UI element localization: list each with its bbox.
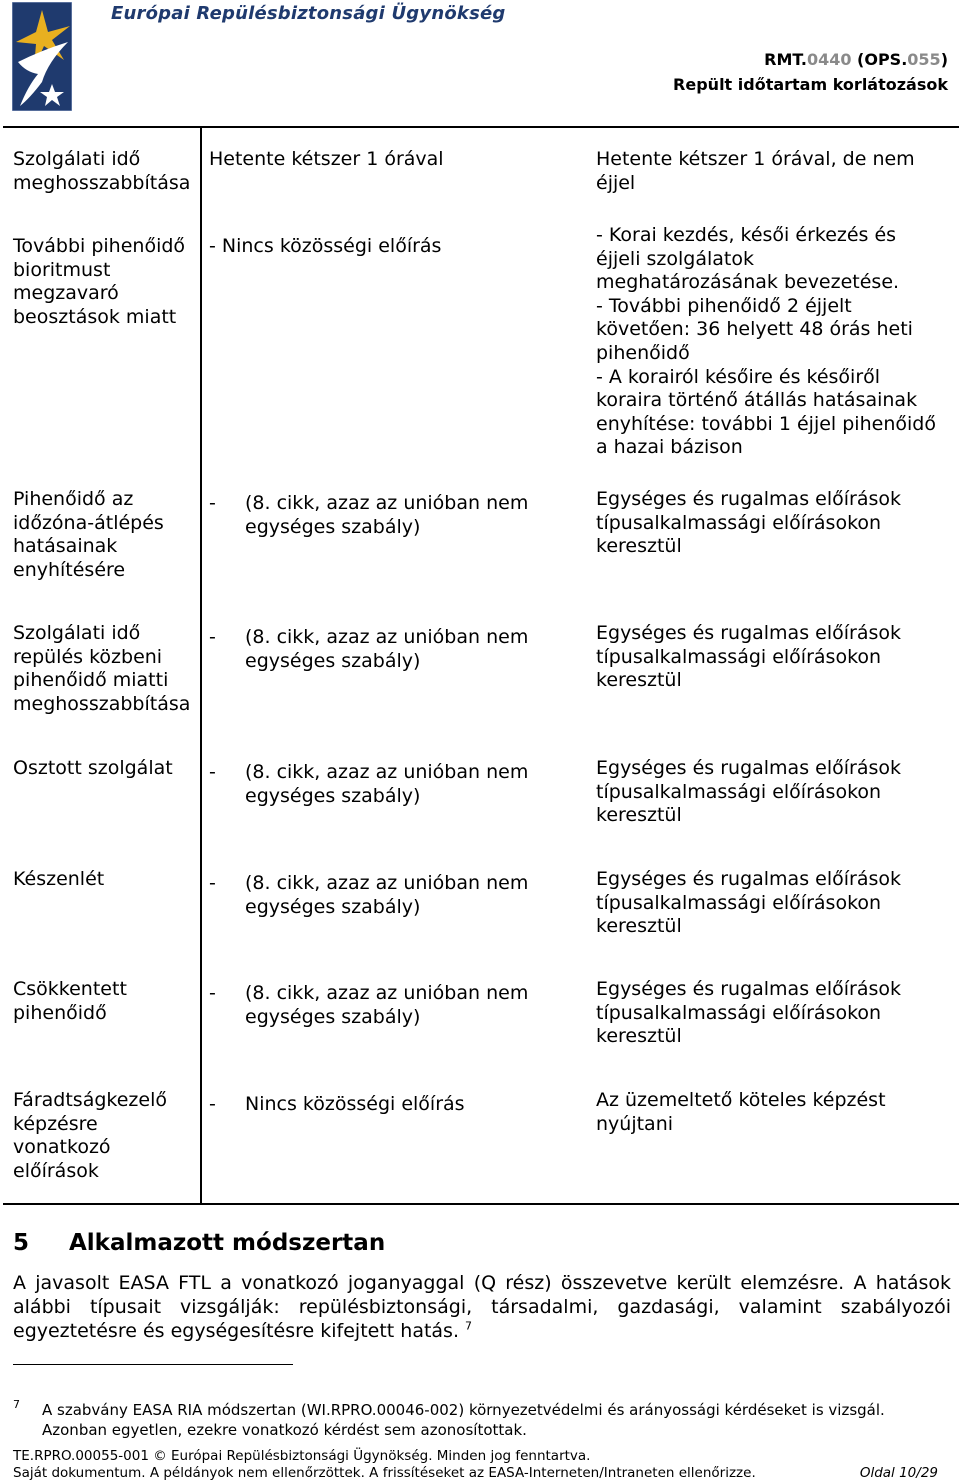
document-subtitle: Repült időtartam korlátozások (673, 75, 948, 94)
agency-name: Európai Repülésbiztonsági Ügynökség (111, 3, 506, 24)
easa-logo (12, 2, 72, 111)
page-number: Oldal 10/29 (859, 1465, 938, 1481)
footnote-mark: 7 (13, 1398, 20, 1411)
row-current-rule: - (8. cikk, azaz az unióban nem egységes szabály) (209, 626, 529, 672)
table-top-border (3, 126, 959, 128)
row-proposed-rule: Egységes és rugalmas előírások típusalkalmassági előírásokon keresztül (596, 622, 901, 692)
section-number: 5 (13, 1230, 30, 1256)
row-label: Osztott szolgálat (13, 757, 173, 779)
footnote-divider (13, 1364, 293, 1365)
section-body: A javasolt EASA FTL a vonatkozó joganyaggal (Q rész) összevetve került elemzésre. A hatások alábbi típusait vizsgálják: repülésbiztonsági, társadalmi, gazdasági, valamint szabályozói egyeztetésre és egységesítésre kifejtett hatás. $^7$ (13, 1272, 951, 1342)
row-current-rule: - (8. cikk, azaz az unióban nem egységes szabály) (209, 982, 529, 1028)
row-current-rule: Hetente kétszer 1 órával (209, 148, 444, 170)
table-bottom-border (3, 1203, 959, 1205)
footer-disclaimer: Saját dokumentum. A példányok nem ellenőrzöttek. A frissítéseket az EASA-Interneten/Intraneten ellenőrizze. (13, 1465, 756, 1481)
row-current-rule: - Nincs közösségi előírás (209, 1093, 465, 1115)
footnote-reference[interactable]: 7 (465, 1319, 473, 1333)
row-proposed-rule: - Korai kezdés, késői érkezés és éjjeli szolgálatok meghatározásának bevezetése. - További pihenőidő 2 éjjelt követően: 36 helyett 48 órás heti pihenőidő - A korairól későire és későiről koraira történő átállás hatásainak enyhítése: további 1 éjjel pihenőidő a hazai bázison (596, 224, 936, 459)
row-label: Szolgálati idő meghosszabbítása (13, 148, 191, 194)
row-proposed-rule: Egységes és rugalmas előírások típusalkalmassági előírásokon keresztül (596, 978, 901, 1048)
row-label: Pihenőidő az időzóna-átlépés hatásainak enyhítésére (13, 488, 164, 581)
row-label: Fáradtságkezelő képzésre vonatkozó előírások (13, 1089, 167, 1182)
section-title: Alkalmazott módszertan (69, 1230, 386, 1256)
row-proposed-rule: Hetente kétszer 1 órával, de nem éjjel (596, 148, 915, 194)
row-proposed-rule: Egységes és rugalmas előírások típusalkalmassági előírásokon keresztül (596, 488, 901, 558)
row-proposed-rule: Egységes és rugalmas előírások típusalkalmassági előírásokon keresztül (596, 757, 901, 827)
row-label: Készenlét (13, 868, 105, 890)
row-label: Szolgálati idő repülés közbeni pihenőidő miatti meghosszabbítása (13, 622, 191, 715)
row-proposed-rule: Egységes és rugalmas előírások típusalkalmassági előírásokon keresztül (596, 868, 901, 938)
footer-copyright: TE.RPRO.00055-001 © Európai Repülésbiztonsági Ügynökség. Minden jog fenntartva. (13, 1448, 591, 1464)
section-heading (13, 1230, 385, 1256)
row-proposed-rule: Az üzemeltető köteles képzést nyújtani (596, 1089, 886, 1135)
row-current-rule: - (8. cikk, azaz az unióban nem egységes szabály) (209, 761, 529, 807)
row-label: Csökkentett pihenőidő (13, 978, 127, 1024)
row-current-rule: - (8. cikk, azaz az unióban nem egységes szabály) (209, 872, 529, 918)
document-reference: RMT.0440 (OPS.055) (764, 50, 948, 69)
row-label: További pihenőidő bioritmust megzavaró beosztások miatt (13, 235, 186, 328)
footer-disclaimer-row (13, 1465, 938, 1481)
footnote-text: A szabvány EASA RIA módszertan (WI.RPRO.00046-002) környezetvédelmi és arányossági kérdéseket is vizsgál. Azonban egyetlen, ezekre vonatkozó kérdést sem azonosítottak. (42, 1401, 885, 1439)
table-column-divider (200, 126, 202, 1205)
row-current-rule: - Nincs közösségi előírás (209, 235, 442, 257)
row-current-rule: - (8. cikk, azaz az unióban nem egységes szabály) (209, 492, 529, 538)
